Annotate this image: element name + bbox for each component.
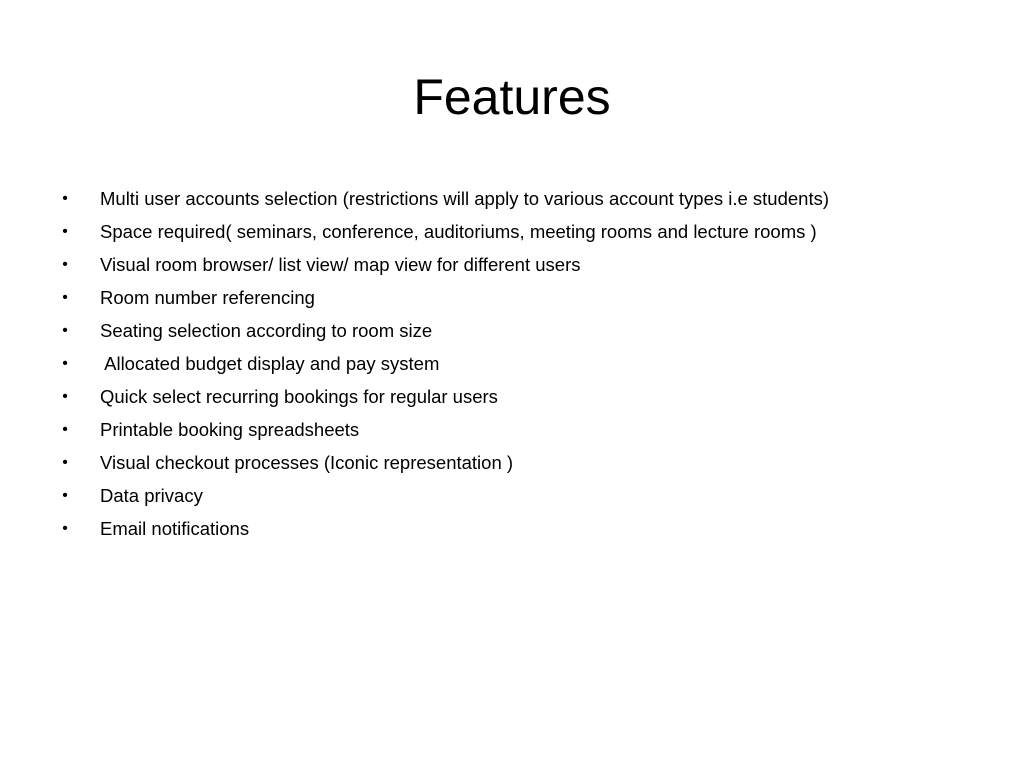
bullet-list [0,182,1024,545]
bullet-dot-icon: • [62,223,68,240]
bullet-text: Visual room browser/ list view/ map view for different users [100,254,581,275]
bullet-text: Allocated budget display and pay system [100,353,440,374]
bullet-dot-icon: • [62,289,68,306]
bullet-dot-icon: • [62,355,68,372]
bullet-dot-icon: • [62,256,68,273]
bullet-dot-icon: • [62,388,68,405]
list-item [0,215,1024,248]
list-item [0,479,1024,512]
bullet-text: Space required( seminars, conference, auditoriums, meeting rooms and lecture rooms ) [100,221,817,242]
list-item [0,446,1024,479]
bullet-text: Printable booking spreadsheets [100,419,360,440]
bullet-dot-icon: • [62,454,68,471]
bullet-dot-icon: • [62,322,68,339]
bullet-text: Data privacy [100,485,203,506]
bullet-text: Multi user accounts selection (restrictions will apply to various account types i.e students) [100,188,830,209]
list-item [0,281,1024,314]
bullet-dot-icon: • [62,421,68,438]
list-item [0,314,1024,347]
bullet-text: Seating selection according to room size [100,320,433,341]
bullet-dot-icon: • [62,190,68,207]
slide-title: Features [413,69,611,125]
bullet-dot-icon: • [62,487,68,504]
list-item [0,248,1024,281]
list-item [0,182,1024,215]
bullet-dot-icon: • [62,520,68,537]
bullet-text: Quick select recurring bookings for regular users [100,386,498,407]
bullet-text: Room number referencing [100,287,315,308]
bullet-text: Email notifications [100,518,250,539]
bullet-text: Visual checkout processes (Iconic representation ) [100,452,514,473]
list-item [0,347,1024,380]
list-item [0,380,1024,413]
list-item [0,512,1024,545]
list-item [0,413,1024,446]
